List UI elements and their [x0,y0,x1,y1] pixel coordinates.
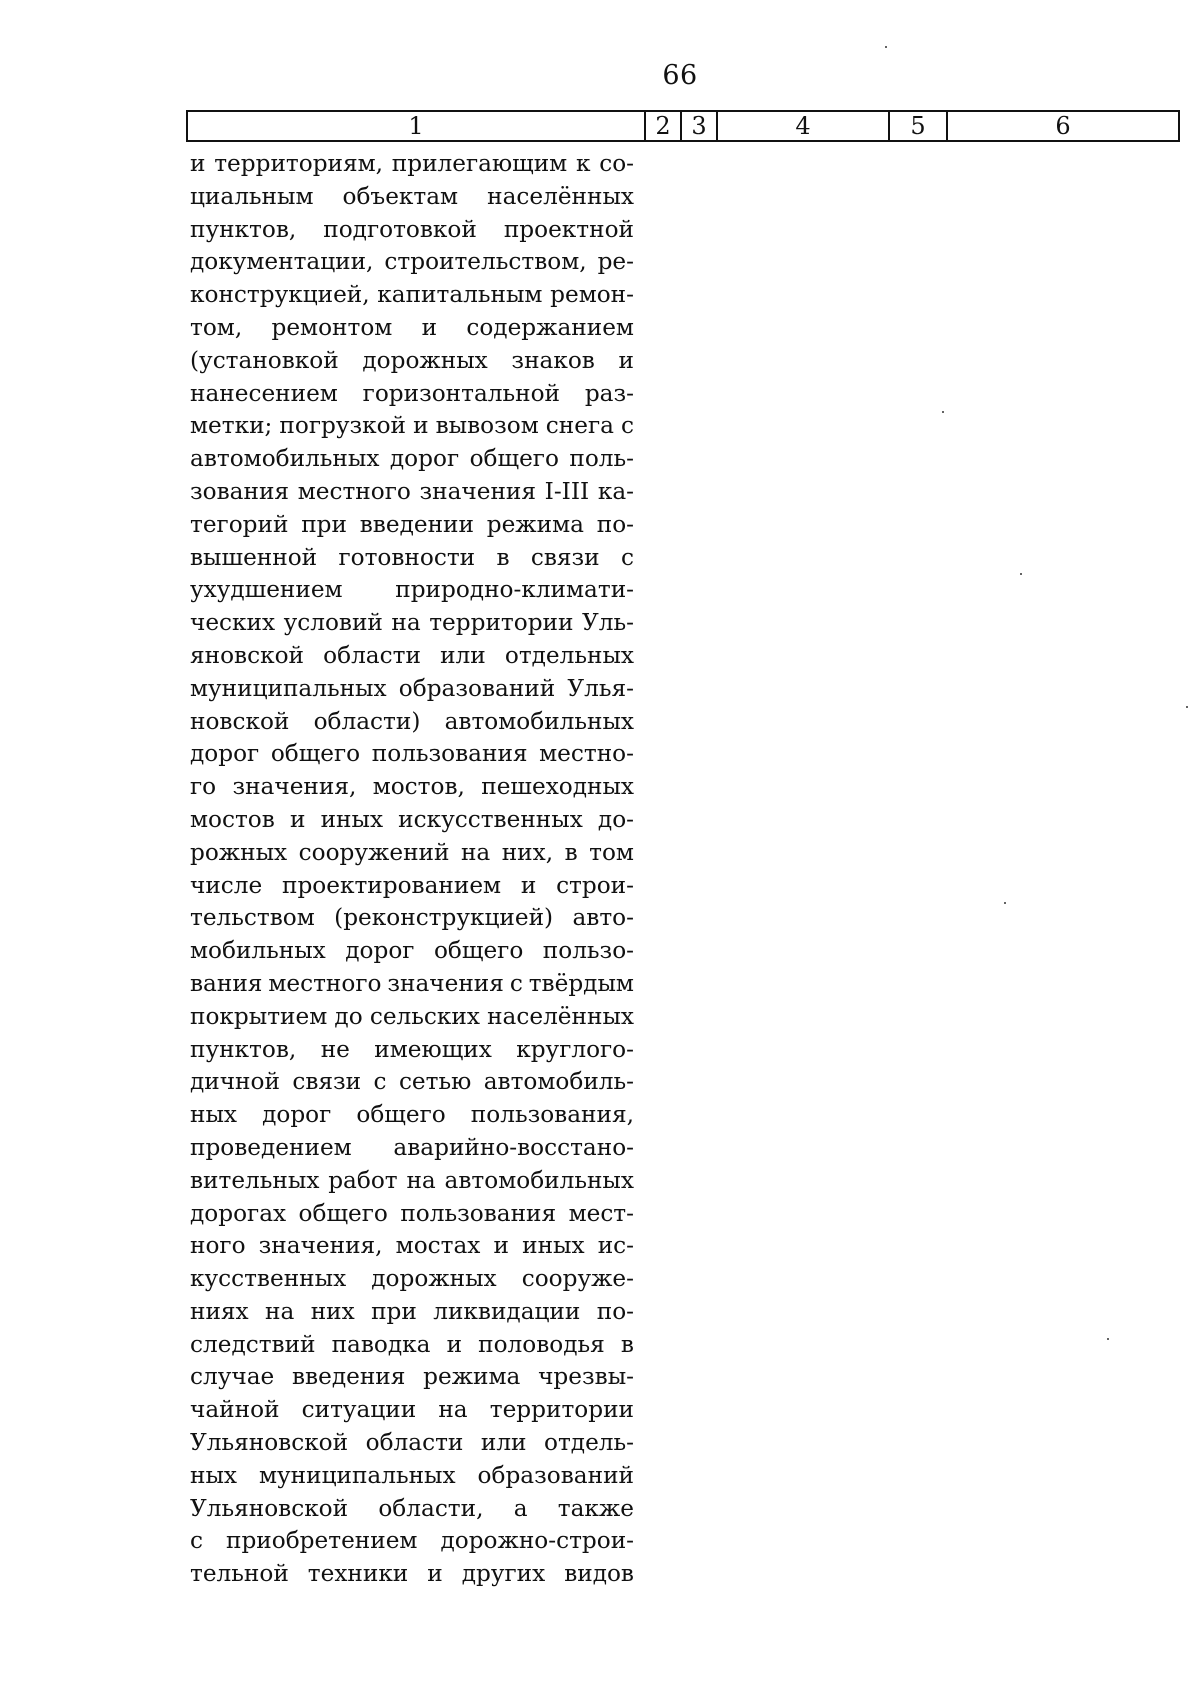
text-line: яновской области или отдельных [190,641,634,669]
text-line: метки; погрузкой и вывозом снега с [190,412,634,440]
text-line: пунктов, подготовкой проектной [190,215,634,243]
text-line: тегорий при введении режима по- [190,510,634,538]
header-cell-1: 1 [188,112,646,140]
text-line: тельной техники и других видов [190,1560,634,1588]
text-line: ухудшением природно-климати- [190,576,634,604]
scan-speck [1107,1338,1109,1340]
text-line: пунктов, не имеющих круглого- [190,1035,634,1063]
table-header-row [186,110,1180,142]
text-line: рожных сооружений на них, в том [190,838,634,866]
table-cell-text [190,148,634,1591]
text-line: (установкой дорожных знаков и [190,346,634,374]
text-line: случае введения режима чрезвы- [190,1363,634,1391]
text-line: покрытием до сельских населённых [190,1002,634,1030]
text-line: кусственных дорожных сооруже- [190,1265,634,1293]
text-line: дорогах общего пользования мест- [190,1199,634,1227]
text-line: проведением аварийно-восстано- [190,1133,634,1161]
scan-speck [1004,902,1006,904]
text-line: дорог общего пользования местно- [190,740,634,768]
text-line: ных муниципальных образований [190,1461,634,1489]
scan-speck [1186,706,1188,708]
text-line: конструкцией, капитальным ремон- [190,281,634,309]
header-cell-6: 6 [1055,112,1071,140]
text-line: нанесением горизонтальной раз- [190,379,634,407]
header-cell-5: 5 [890,112,948,140]
text-line: мобильных дорог общего пользо- [190,937,634,965]
header-cell-4: 4 [718,112,890,140]
text-line: го значения, мостов, пешеходных [190,773,634,801]
text-line: мостов и иных искусственных до- [190,805,634,833]
scan-speck [1020,573,1022,575]
header-cell-2: 2 [646,112,682,140]
text-line: ческих условий на территории Уль- [190,609,634,637]
text-line: автомобильных дорог общего поль- [190,445,634,473]
text-line: новской области) автомобильных [190,707,634,735]
text-line: документации, строительством, ре- [190,248,634,276]
scan-speck [942,411,944,413]
text-line: вышенной готовности в связи с [190,543,634,571]
text-line: ных дорог общего пользования, [190,1101,634,1129]
text-line: вительных работ на автомобильных [190,1166,634,1194]
text-line: зования местного значения I-III ка- [190,477,634,505]
text-line: ниях на них при ликвидации по- [190,1297,634,1325]
text-line: Ульяновской области или отдель- [190,1429,634,1457]
text-line: муниципальных образований Улья- [190,674,634,702]
text-line: вания местного значения с твёрдым [190,969,634,997]
text-line: дичной связи с сетью автомобиль- [190,1068,634,1096]
text-line: тельством (реконструкцией) авто- [190,904,634,932]
text-line: следствий паводка и половодья в [190,1330,634,1358]
header-cell-3: 3 [682,112,718,140]
text-line: чайной ситуации на территории [190,1396,634,1424]
scan-speck [885,46,887,48]
text-line: и территориям, прилегающим к со- [190,150,634,177]
text-line: с приобретением дорожно-строи- [190,1527,634,1555]
text-line: ного значения, мостах и иных ис- [190,1232,634,1260]
text-line: том, ремонтом и содержанием [190,313,634,341]
text-line: числе проектированием и строи- [190,871,634,899]
page-number: 66 [662,60,698,91]
text-line: Ульяновской области, а также [190,1494,634,1522]
text-line: циальным объектам населённых [190,182,634,210]
